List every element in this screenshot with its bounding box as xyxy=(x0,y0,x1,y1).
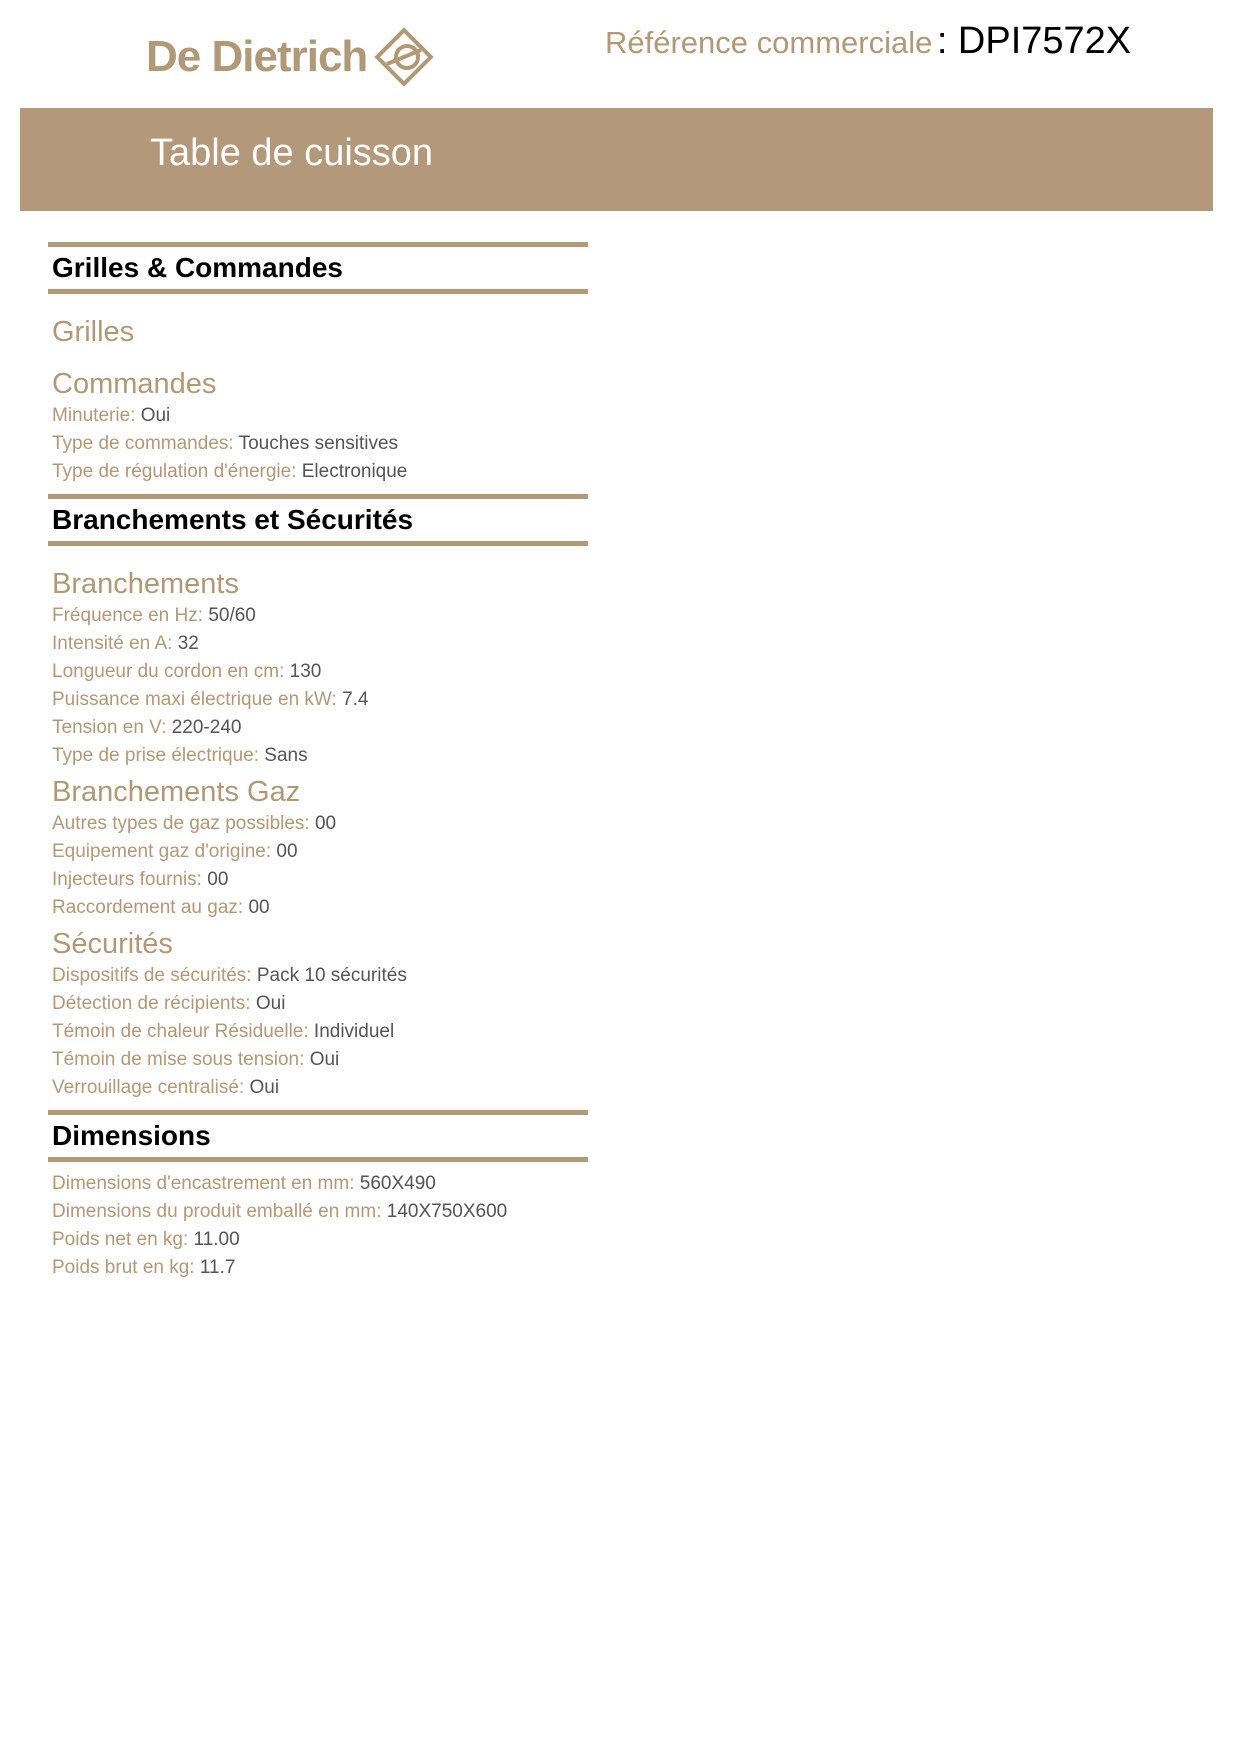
spec-section xyxy=(48,242,588,486)
spec-row xyxy=(52,686,588,714)
section-heading: Branchements et Sécurités xyxy=(48,494,588,546)
spec-value: Sans xyxy=(264,745,308,766)
spec-value: 00 xyxy=(314,813,337,834)
spec-value: 11.00 xyxy=(193,1229,240,1250)
spec-value: 00 xyxy=(276,841,298,862)
spec-label: Dimensions d'encastrement en mm: xyxy=(52,1173,355,1194)
spec-row xyxy=(52,630,588,658)
brand-name: De Dietrich xyxy=(146,32,368,81)
spec-value: 50/60 xyxy=(208,605,256,626)
spec-label: Témoin de chaleur Résiduelle: xyxy=(52,1021,309,1042)
spec-label: Poids net en kg: xyxy=(52,1229,189,1250)
brand-logo xyxy=(146,22,437,92)
spec-label: Dimensions du produit emballé en mm: xyxy=(52,1201,382,1222)
spec-row xyxy=(52,1226,588,1254)
spec-value: 140X750X600 xyxy=(386,1201,508,1222)
section-heading: Grilles & Commandes xyxy=(48,242,588,294)
spec-value: Oui xyxy=(309,1049,340,1070)
spec-value: 130 xyxy=(289,661,322,682)
spec-value: Touches sensitives xyxy=(238,433,399,454)
spec-row xyxy=(52,658,588,686)
spec-value: 00 xyxy=(207,869,229,890)
spec-subsection xyxy=(52,926,588,1102)
spec-label: Fréquence en Hz: xyxy=(52,605,204,626)
spec-row xyxy=(52,1254,588,1282)
spec-row xyxy=(52,962,588,990)
spec-subsection xyxy=(52,566,588,770)
spec-row xyxy=(52,838,588,866)
spec-value: 560X490 xyxy=(359,1173,436,1194)
reference-value: : DPI7572X xyxy=(936,20,1132,62)
spec-label: Puissance maxi électrique en kW: xyxy=(52,689,337,710)
section-heading: Dimensions xyxy=(48,1110,588,1162)
spec-row xyxy=(52,602,588,630)
brand-diamond-icon xyxy=(371,24,437,90)
spec-label: Raccordement au gaz: xyxy=(52,897,244,918)
spec-subsection xyxy=(52,366,588,486)
spec-label: Dispositifs de sécurités: xyxy=(52,965,252,986)
spec-subsection xyxy=(52,1170,588,1282)
spec-label: Verrouillage centralisé: xyxy=(52,1077,245,1098)
spec-row xyxy=(52,458,588,486)
spec-value: 220-240 xyxy=(171,717,242,738)
spec-label: Type de prise électrique: xyxy=(52,745,260,766)
spec-row xyxy=(52,1046,588,1074)
spec-label: Injecteurs fournis: xyxy=(52,869,202,890)
commercial-reference xyxy=(605,20,1131,63)
spec-row xyxy=(52,1170,588,1198)
spec-label: Equipement gaz d'origine: xyxy=(52,841,272,862)
spec-value: 7.4 xyxy=(342,689,369,710)
spec-row xyxy=(52,810,588,838)
section-body xyxy=(48,294,588,486)
subsection-title: Commandes xyxy=(52,368,217,400)
spec-value: Oui xyxy=(255,993,286,1014)
spec-row xyxy=(52,990,588,1018)
spec-row xyxy=(52,894,588,922)
spec-label: Tension en V: xyxy=(52,717,167,738)
spec-row xyxy=(52,714,588,742)
spec-row xyxy=(52,1198,588,1226)
spec-label: Intensité en A: xyxy=(52,633,173,654)
spec-label: Détection de récipients: xyxy=(52,993,251,1014)
spec-label: Témoin de mise sous tension: xyxy=(52,1049,305,1070)
spec-content xyxy=(48,242,588,1282)
section-body xyxy=(48,1162,588,1282)
subsection-title: Sécurités xyxy=(52,928,173,960)
spec-row xyxy=(52,1018,588,1046)
subsection-title: Branchements xyxy=(52,568,239,600)
spec-subsection xyxy=(52,774,588,922)
spec-label: Poids brut en kg: xyxy=(52,1257,195,1278)
spec-value: Electronique xyxy=(301,461,408,482)
spec-row xyxy=(52,402,588,430)
spec-label: Type de régulation d'énergie: xyxy=(52,461,297,482)
title-banner xyxy=(20,108,1213,211)
spec-value: Individuel xyxy=(313,1021,395,1042)
spec-section xyxy=(48,494,588,1102)
spec-value: 00 xyxy=(248,897,270,918)
spec-label: Type de commandes: xyxy=(52,433,234,454)
spec-row xyxy=(52,742,588,770)
spec-value: Pack 10 sécurités xyxy=(256,965,407,986)
spec-subsection xyxy=(52,314,588,350)
reference-label: Référence commerciale xyxy=(605,25,933,60)
spec-label: Autres types de gaz possibles: xyxy=(52,813,310,834)
spec-value: 32 xyxy=(177,633,199,654)
spec-section xyxy=(48,1110,588,1282)
page-title: Table de cuisson xyxy=(150,132,434,174)
spec-row xyxy=(52,866,588,894)
spec-row xyxy=(52,430,588,458)
spec-value: 11.7 xyxy=(199,1257,236,1278)
subsection-title: Grilles xyxy=(52,316,135,348)
spec-label: Longueur du cordon en cm: xyxy=(52,661,285,682)
spec-value: Oui xyxy=(249,1077,280,1098)
spec-label: Minuterie: xyxy=(52,405,136,426)
spec-row xyxy=(52,1074,588,1102)
spec-value: Oui xyxy=(140,405,171,426)
subsection-title: Branchements Gaz xyxy=(52,776,301,808)
section-body xyxy=(48,546,588,1102)
